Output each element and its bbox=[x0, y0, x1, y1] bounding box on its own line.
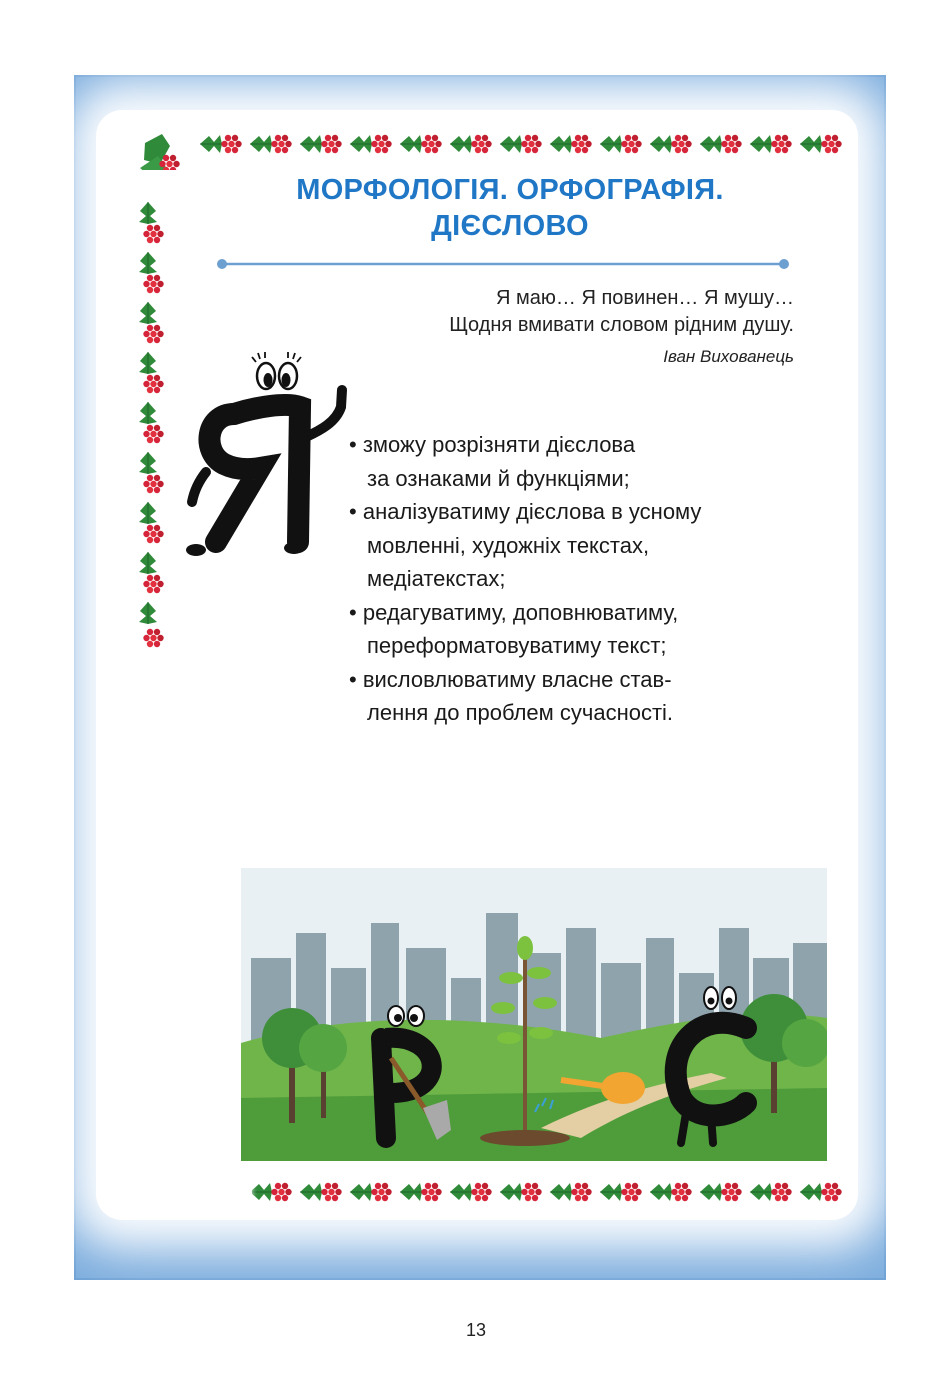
goal-1-cont-1: за ознаками й функціями; bbox=[367, 465, 630, 491]
goal-item bbox=[343, 428, 813, 495]
title-line-2: ДІЄСЛОВО bbox=[431, 210, 589, 242]
goal-2-cont-1: мовленні, художніх текстах, bbox=[367, 532, 650, 558]
epigraph-line-1: Я маю… Я повинен… Я мушу… bbox=[496, 287, 794, 309]
goal-item bbox=[343, 663, 813, 730]
goal-4-text: висловлюватиму власне став- bbox=[362, 666, 672, 692]
garland-left-icon bbox=[138, 180, 172, 660]
tree-planting-illustration bbox=[241, 868, 827, 1161]
epigraph bbox=[294, 285, 794, 370]
learning-goals-list bbox=[343, 428, 813, 730]
page-number: 13 bbox=[465, 1320, 487, 1340]
page-title bbox=[210, 172, 810, 244]
goal-2-cont-2: медіатекстах; bbox=[367, 566, 506, 591]
epigraph-line-2: Щодня вмивати словом рідним душу. bbox=[449, 314, 794, 336]
mascot-letter-ya-icon bbox=[176, 352, 356, 567]
goal-3-cont-1: переформатовуватиму текст; bbox=[367, 633, 667, 658]
garland-top-icon bbox=[130, 128, 855, 170]
garland-bottom-icon bbox=[246, 1178, 856, 1208]
goal-2-text: аналізуватиму дієслова в усному bbox=[362, 499, 702, 524]
goal-4-cont-1: лення до проблем сучасності. bbox=[367, 700, 674, 725]
goal-item bbox=[343, 596, 813, 663]
goal-1-text: зможу розрізняти дієслова bbox=[362, 432, 636, 457]
decorative-tab bbox=[166, 1174, 252, 1212]
epigraph-author: Іван Вихованець bbox=[663, 347, 794, 366]
goal-item bbox=[343, 495, 813, 596]
title-line-1: МОРФОЛОГІЯ. ОРФОГРАФІЯ. bbox=[296, 174, 724, 206]
title-divider bbox=[216, 259, 790, 269]
goal-3-text: редагуватиму, доповнюватиму, bbox=[362, 599, 679, 625]
